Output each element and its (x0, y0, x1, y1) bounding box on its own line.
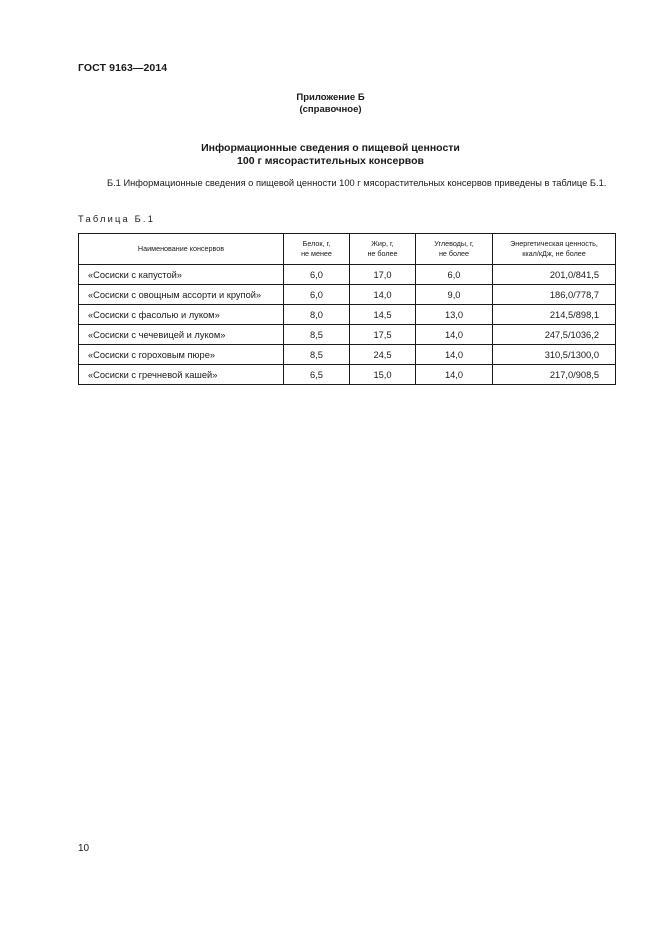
table-row (79, 365, 616, 385)
table-caption: Таблица Б.1 (78, 214, 156, 224)
header-protein-line2: не менее (301, 249, 332, 258)
cell-carbs: 6,0 (416, 265, 493, 285)
header-carbs-line2: не более (438, 249, 470, 258)
cell-protein: 8,5 (284, 345, 350, 365)
header-energy-line1: Энергетическая ценность, (510, 239, 598, 248)
header-name-line1: Наименование консервов (137, 244, 225, 253)
cell-name: «Сосиски с фасолью и луком» (79, 305, 284, 325)
header-energy-line2: ккал/кДж, не более (522, 249, 586, 258)
cell-fat: 14,5 (350, 305, 416, 325)
cell-carbs: 14,0 (416, 325, 493, 345)
cell-energy: 201,0/841,5 (493, 265, 616, 285)
cell-name: «Сосиски с капустой» (79, 265, 284, 285)
cell-energy: 247,5/1036,2 (493, 325, 616, 345)
header-carbs (416, 234, 493, 265)
cell-protein: 6,0 (284, 265, 350, 285)
section-title-line2: 100 г мясорастительных консервов (237, 155, 424, 167)
cell-fat: 15,0 (350, 365, 416, 385)
cell-protein: 6,0 (284, 285, 350, 305)
header-fat (350, 234, 416, 265)
cell-protein: 8,0 (284, 305, 350, 325)
appendix-subtitle: (справочное) (299, 104, 362, 115)
standard-code: ГОСТ 9163—2014 (78, 62, 168, 74)
header-fat-line1: Жир, г, (371, 239, 394, 248)
cell-name: «Сосиски с чечевицей и луком» (79, 325, 284, 345)
cell-fat: 24,5 (350, 345, 416, 365)
table-header-row (79, 234, 616, 265)
table-row (79, 345, 616, 365)
table-row (79, 305, 616, 325)
cell-name: «Сосиски с гороховым пюре» (79, 345, 284, 365)
cell-carbs: 14,0 (416, 345, 493, 365)
cell-protein: 8,5 (284, 325, 350, 345)
cell-energy: 217,0/908,5 (493, 365, 616, 385)
table-row (79, 265, 616, 285)
cell-name: «Сосиски с овощным ассорти и крупой» (79, 285, 284, 305)
nutrition-table (78, 233, 616, 385)
appendix-title: Приложение Б (296, 92, 365, 103)
cell-energy: 186,0/778,7 (493, 285, 616, 305)
cell-fat: 17,0 (350, 265, 416, 285)
cell-carbs: 14,0 (416, 365, 493, 385)
cell-fat: 17,5 (350, 325, 416, 345)
header-protein-line1: Белок, г, (302, 239, 331, 248)
cell-name: «Сосиски с гречневой кашей» (79, 365, 284, 385)
table-row (79, 285, 616, 305)
cell-carbs: 9,0 (416, 285, 493, 305)
section-title (0, 142, 661, 168)
cell-energy: 214,5/898,1 (493, 305, 616, 325)
appendix-heading (0, 92, 661, 116)
page-number: 10 (78, 843, 90, 854)
header-name (79, 234, 284, 265)
cell-fat: 14,0 (350, 285, 416, 305)
cell-carbs: 13,0 (416, 305, 493, 325)
header-fat-line2: не более (367, 249, 398, 258)
cell-energy: 310,5/1300,0 (493, 345, 616, 365)
header-carbs-line1: Углеводы, г, (434, 239, 474, 248)
intro-paragraph: Б.1 Информационные сведения о пищевой ценности 100 г мясорастительных консервов приведены в таблице Б.1. (107, 178, 607, 188)
header-protein (284, 234, 350, 265)
cell-protein: 6,5 (284, 365, 350, 385)
section-title-line1: Информационные сведения о пищевой ценности (201, 142, 460, 154)
table-row (79, 325, 616, 345)
header-energy (493, 234, 616, 265)
